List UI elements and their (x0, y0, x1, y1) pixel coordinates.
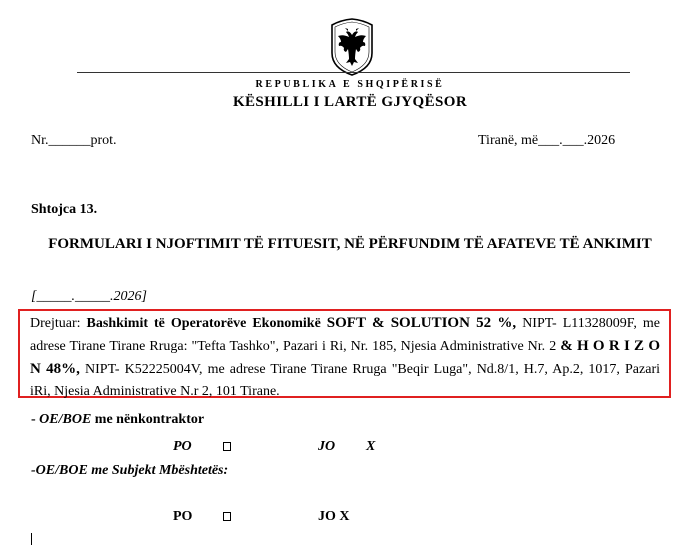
text-cursor (31, 533, 32, 545)
company2-name: & H O R I Z O N 48%, (30, 338, 660, 377)
company1-details: NIPT- L11328009F, me adrese Tirane Tirane Rruga: "Tefta Tashko", Pazari i Ri, Nr. 185, Njesia Administrative Nr. 2 (30, 316, 661, 354)
support-entity-line: -OE/BOE me Subjekt Mbështetës: (31, 463, 229, 478)
recipient-prefix: Drejtuar: (30, 316, 81, 331)
protocol-number: Nr.______prot. (31, 133, 117, 148)
form-title: FORMULARI I NJOFTIMIT TË FITUESIT, NË PËRFUNDIM TË AFATEVE TË ANKIMIT (48, 236, 652, 252)
subcontractor-po-label: PO (173, 439, 192, 454)
support-jo-label: JO X (318, 509, 350, 524)
header-rule (77, 72, 630, 73)
company2-details: NIPT- K52225004V, me adrese Tirane Tirane Rruga "Beqir Luga", Nd.8/1, H.7, Ap.2, 1017, Pazari iRi, Njesia Administrative N.r 2, 101 Tirane. (30, 362, 660, 399)
support-po-label: PO (173, 509, 193, 524)
albania-emblem (329, 17, 375, 77)
date-placeholder: [_____._____.2026] (31, 289, 147, 304)
subcontractor-line: - OE/BOE me nënkontraktor (31, 412, 205, 427)
republic-heading: REPUBLIKA E SHQIPËRISË (255, 79, 445, 90)
subcontractor-jo-label: JO (318, 439, 336, 454)
annex-label: Shtojca 13. (31, 202, 98, 217)
support-po-checkbox[interactable] (223, 512, 231, 521)
subcontractor-po-checkbox[interactable] (223, 442, 231, 451)
recipient-group: Bashkimit të Operatorëve Ekonomikë (86, 316, 321, 331)
document-date: Tiranë, më___.___.2026 (478, 133, 616, 148)
subcontractor-label: OE/BOE (39, 412, 92, 427)
subcontractor-jo-mark: X (366, 439, 376, 454)
company1-name: SOFT & SOLUTION 52 %, (326, 315, 517, 331)
council-heading: KËSHILLI I LARTË GJYQËSOR (232, 94, 468, 110)
recipient-paragraph (30, 312, 660, 403)
